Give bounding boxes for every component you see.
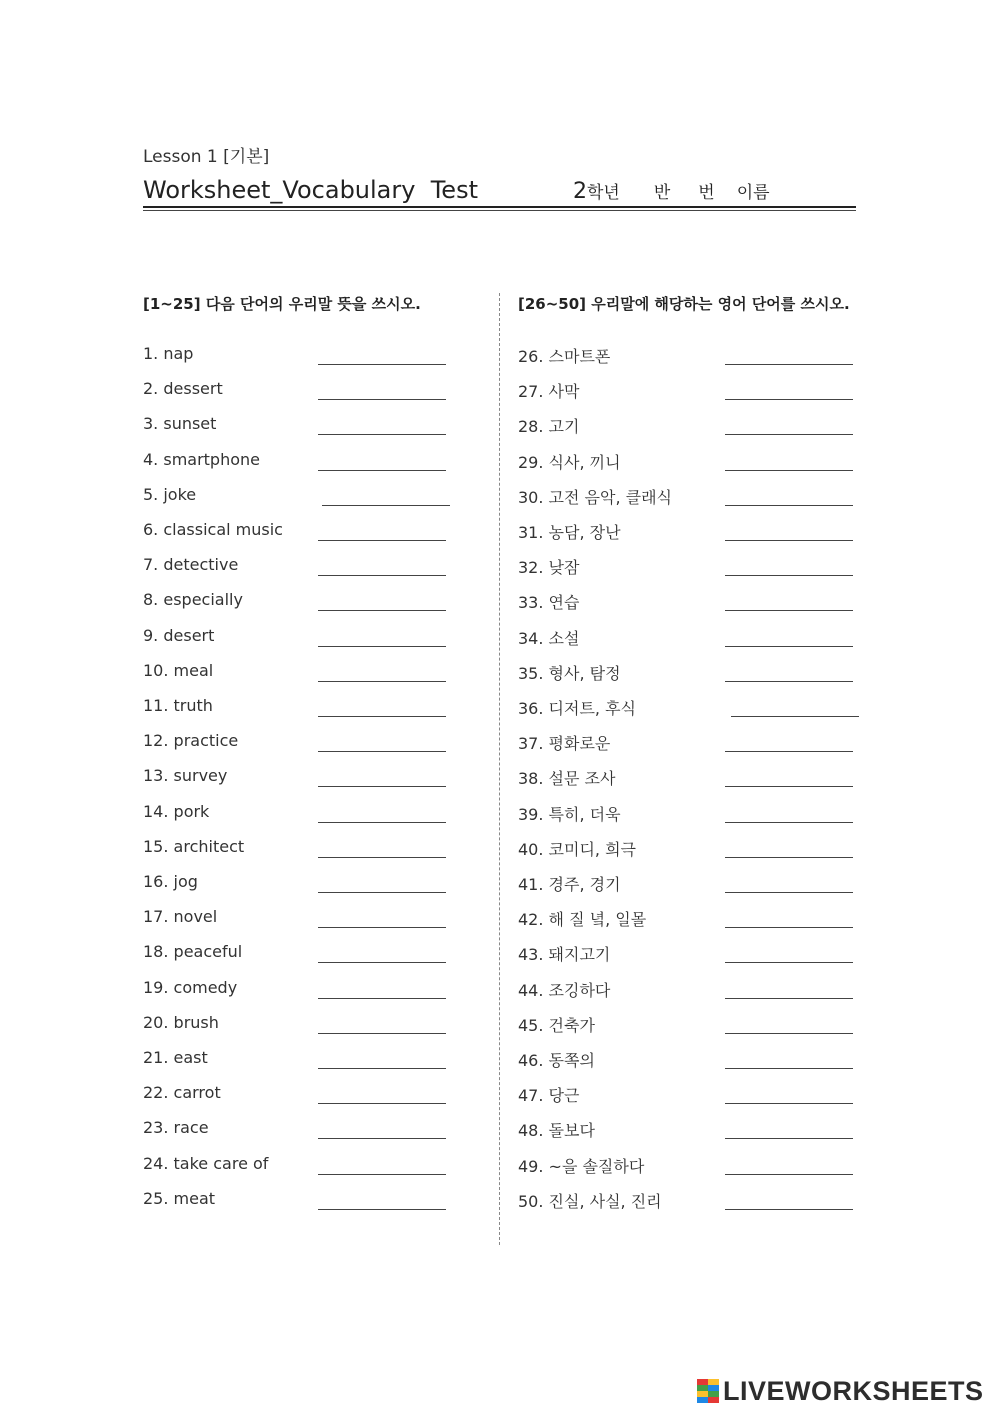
right-answer-blank-13[interactable] [725, 786, 853, 787]
left-answer-blank-25[interactable] [318, 1209, 446, 1210]
left-answer-blank-11[interactable] [318, 716, 446, 717]
right-answer-blank-8[interactable] [725, 610, 853, 611]
right-instruction: [26~50] 우리말에 해당하는 영어 단어를 쓰시오. [518, 295, 850, 313]
grade-label: 학년 [587, 183, 620, 203]
liveworksheets-logo-icon [697, 1379, 719, 1403]
left-answer-blank-20[interactable] [318, 1033, 446, 1034]
left-item-21: 21. east [143, 1048, 208, 1067]
left-answer-blank-1[interactable] [318, 364, 446, 365]
lesson-label: Lesson 1 [기본] [143, 147, 270, 167]
right-answer-blank-24[interactable] [725, 1174, 853, 1175]
left-answer-blank-9[interactable] [318, 646, 446, 647]
left-answer-blank-12[interactable] [318, 751, 446, 752]
class-label: 반 [653, 183, 671, 203]
number-label: 번 [698, 183, 715, 203]
left-item-3: 3. sunset [143, 414, 217, 434]
left-answer-blank-2[interactable] [318, 399, 446, 400]
name-label: 이름 [736, 183, 770, 203]
right-answer-blank-18[interactable] [725, 962, 853, 963]
left-item-12: 12. practice [143, 731, 239, 751]
left-item-24: 24. take care of [143, 1153, 269, 1173]
right-answer-blank-7[interactable] [725, 575, 853, 576]
left-item-23: 23. race [143, 1118, 209, 1138]
logo-square [708, 1397, 719, 1403]
right-item-12: 37. 평화로운 [518, 734, 611, 754]
right-item-10: 35. 형사, 탐정 [518, 663, 621, 683]
left-answer-blank-6[interactable] [318, 540, 446, 541]
right-item-18: 43. 돼지고기 [518, 945, 611, 965]
right-item-22: 47. 당근 [518, 1086, 580, 1106]
left-item-25: 25. meat [143, 1188, 216, 1208]
right-item-5: 30. 고전 음악, 클래식 [518, 487, 672, 507]
left-answer-blank-3[interactable] [318, 434, 446, 435]
right-answer-blank-20[interactable] [725, 1033, 853, 1034]
left-answer-blank-7[interactable] [318, 575, 446, 576]
left-item-19: 19. comedy [143, 977, 238, 997]
logo-square [697, 1397, 708, 1403]
right-answer-blank-12[interactable] [725, 751, 853, 752]
right-answer-blank-17[interactable] [725, 927, 853, 928]
right-answer-blank-21[interactable] [725, 1068, 853, 1069]
left-instruction: [1~25] 다음 단어의 우리말 뜻을 쓰시오. [143, 295, 421, 313]
right-item-9: 34. 소설 [518, 628, 580, 648]
right-item-11: 36. 디저트, 후식 [518, 699, 636, 718]
left-answer-blank-13[interactable] [318, 786, 446, 787]
left-answer-blank-16[interactable] [318, 892, 446, 893]
left-answer-blank-8[interactable] [318, 610, 446, 611]
right-item-25: 50. 진실, 사실, 진리 [518, 1191, 662, 1211]
left-answer-blank-19[interactable] [318, 998, 446, 999]
left-item-6: 6. classical music [143, 520, 283, 539]
right-answer-blank-23[interactable] [725, 1138, 853, 1139]
right-item-17: 42. 해 질 녘, 일몰 [518, 910, 647, 930]
right-item-15: 40. 코미디, 희극 [518, 839, 636, 859]
left-item-9: 9. desert [143, 625, 215, 645]
right-item-4: 29. 식사, 끼니 [518, 452, 621, 472]
left-answer-blank-10[interactable] [318, 681, 446, 682]
title-row [143, 176, 856, 210]
left-answer-blank-14[interactable] [318, 822, 446, 823]
right-answer-blank-19[interactable] [725, 998, 853, 999]
left-answer-blank-15[interactable] [318, 857, 446, 858]
liveworksheets-logo [697, 1376, 984, 1406]
right-item-3: 28. 고기 [518, 417, 580, 437]
left-item-16: 16. jog [143, 872, 198, 891]
right-answer-blank-10[interactable] [725, 681, 853, 682]
right-item-14: 39. 특히, 더욱 [518, 804, 621, 824]
right-item-21: 46. 동쪽의 [518, 1051, 595, 1070]
right-answer-blank-5[interactable] [725, 505, 853, 506]
right-answer-blank-3[interactable] [725, 434, 853, 435]
left-item-8: 8. especially [143, 590, 243, 610]
left-item-13: 13. survey [143, 766, 228, 786]
right-answer-blank-22[interactable] [725, 1103, 853, 1104]
left-item-17: 17. novel [143, 907, 218, 927]
left-answer-blank-21[interactable] [318, 1068, 446, 1069]
right-item-8: 33. 연습 [518, 593, 580, 613]
left-item-15: 15. architect [143, 836, 245, 856]
grade-number: 2 [573, 179, 587, 204]
right-item-2: 27. 사막 [518, 382, 580, 402]
right-item-24: 49. ~을 솔질하다 [518, 1156, 645, 1176]
left-item-10: 10. meal [143, 660, 214, 680]
right-answer-blank-1[interactable] [725, 364, 853, 365]
left-item-5: 5. joke [143, 484, 197, 504]
right-item-6: 31. 농담, 장난 [518, 523, 621, 542]
right-answer-blank-4[interactable] [725, 470, 853, 471]
right-answer-blank-16[interactable] [725, 892, 853, 893]
left-item-14: 14. pork [143, 801, 210, 821]
left-item-20: 20. brush [143, 1012, 219, 1032]
left-answer-blank-24[interactable] [318, 1174, 446, 1175]
header-rule-thick [143, 206, 856, 208]
right-item-19: 44. 조깅하다 [518, 980, 611, 1000]
right-item-20: 45. 건축가 [518, 1015, 595, 1035]
left-item-22: 22. carrot [143, 1083, 221, 1103]
page-title: Worksheet_Vocabulary Test [143, 176, 478, 204]
right-answer-blank-14[interactable] [725, 822, 853, 823]
left-answer-blank-18[interactable] [318, 962, 446, 963]
right-item-13: 38. 설문 조사 [518, 769, 616, 789]
right-item-1: 26. 스마트폰 [518, 347, 611, 366]
right-item-16: 41. 경주, 경기 [518, 875, 621, 894]
right-answer-blank-11[interactable] [731, 716, 859, 717]
right-item-23: 48. 돌보다 [518, 1121, 595, 1141]
left-item-1: 1. nap [143, 344, 194, 363]
right-answer-blank-25[interactable] [725, 1209, 853, 1210]
right-item-7: 32. 낮잠 [518, 558, 580, 578]
student-info [573, 178, 770, 204]
right-answer-blank-15[interactable] [725, 857, 853, 858]
left-answer-blank-22[interactable] [318, 1103, 446, 1104]
header-rule-thin [143, 210, 856, 211]
left-item-11: 11. truth [143, 696, 213, 715]
left-item-4: 4. smartphone [143, 449, 260, 469]
left-answer-blank-17[interactable] [318, 927, 446, 928]
logo-text: LIVEWORKSHEETS [723, 1375, 984, 1406]
right-answer-blank-9[interactable] [725, 646, 853, 647]
right-answer-blank-6[interactable] [725, 540, 853, 541]
left-answer-blank-4[interactable] [318, 470, 446, 471]
left-item-2: 2. dessert [143, 379, 223, 399]
left-item-18: 18. peaceful [143, 942, 243, 962]
left-item-7: 7. detective [143, 555, 239, 575]
column-divider [499, 293, 500, 1245]
right-answer-blank-2[interactable] [725, 399, 853, 400]
left-answer-blank-5[interactable] [322, 505, 450, 506]
left-answer-blank-23[interactable] [318, 1138, 446, 1139]
